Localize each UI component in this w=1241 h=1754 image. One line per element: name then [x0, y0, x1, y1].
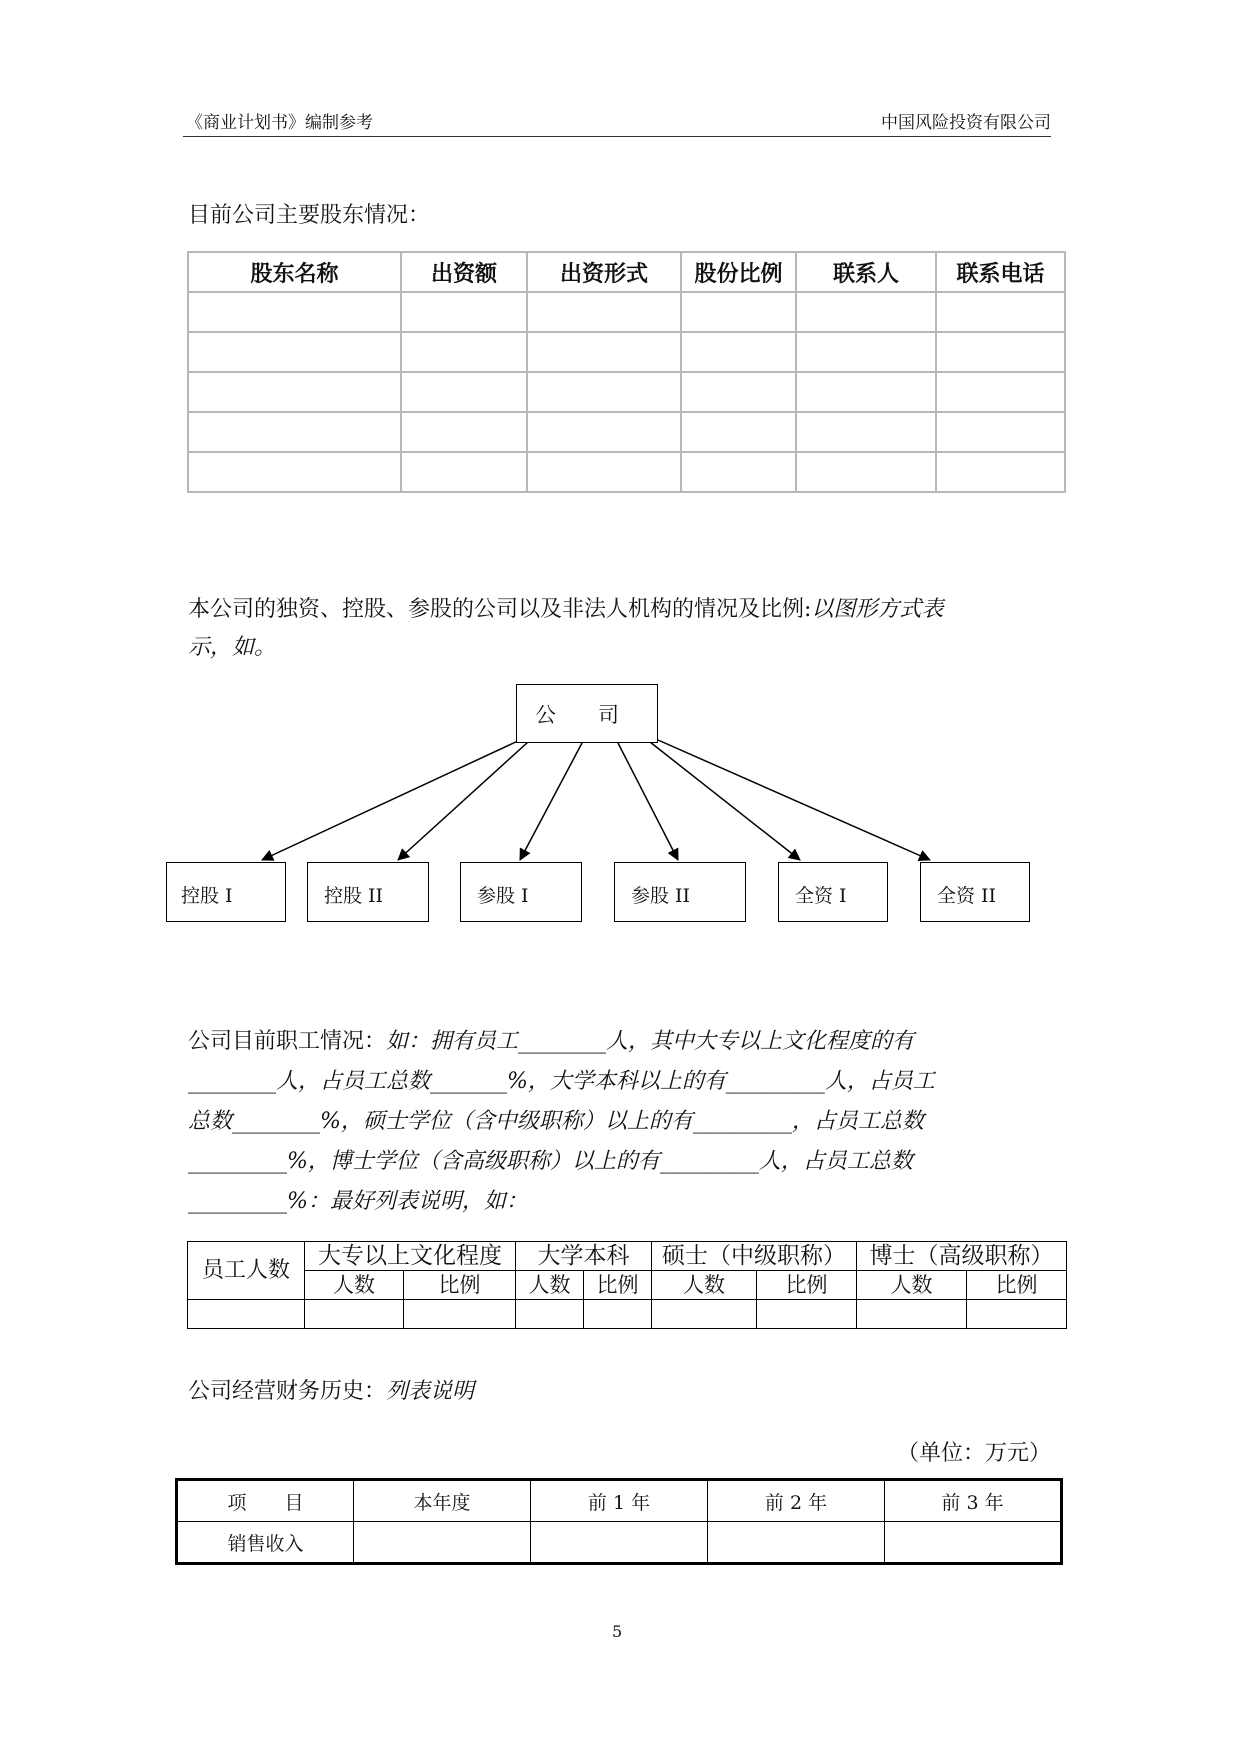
staff-intro-italic: 如：拥有员工________人，其中大专以上文化程度的有: [386, 1029, 915, 1054]
col-header: 出资形式: [527, 252, 681, 292]
col-group-header: 大专以上文化程度: [305, 1242, 516, 1271]
table-header-row: [188, 1242, 1067, 1271]
col-subheader: 比例: [757, 1271, 857, 1300]
org-node-label: 控股 I: [181, 885, 233, 907]
col-subheader: 比例: [584, 1271, 652, 1300]
col-header: 联系人: [796, 252, 936, 292]
header-right: 中国风险投资有限公司: [881, 113, 1051, 133]
org-node-label: 控股 II: [324, 885, 384, 907]
org-root-label: 公 司: [535, 703, 619, 727]
staff-line2: ________人，占员工总数_______%，大学本科以上的有_________人，占员工: [188, 1069, 935, 1094]
org-node-owned-1: [778, 862, 888, 922]
table-cell: [354, 1522, 531, 1564]
arrow-to-holding-1: [262, 740, 520, 860]
col-header: 前 2 年: [708, 1480, 885, 1522]
col-subheader: 人数: [652, 1271, 757, 1300]
staff-line5: _________%：最好列表说明，如：: [188, 1189, 528, 1214]
table-cell: [305, 1300, 404, 1329]
staff-line3: 总数________%，硕士学位（含中级职称）以上的有_________，占员工总数: [188, 1109, 924, 1134]
table-header-row: [177, 1480, 1062, 1522]
org-node-label: 参股 II: [631, 885, 691, 907]
col-group-header: 博士（高级职称）: [857, 1242, 1067, 1271]
staff-line4: _________%，博士学位（含高级职称）以上的有_________人，占员工总数: [188, 1149, 913, 1174]
shareholders-intro: 目前公司主要股东情况：: [188, 203, 431, 228]
finance-intro-italic: 列表说明: [386, 1379, 475, 1404]
table-cell: [531, 1522, 708, 1564]
table-row: [177, 1522, 1062, 1564]
arrow-to-holding-2: [398, 742, 528, 860]
table-cell: [652, 1300, 757, 1329]
col-header: 出资额: [401, 252, 527, 292]
col-header: 项 目: [177, 1480, 354, 1522]
org-root-company: [516, 684, 658, 743]
col-header: 前 3 年: [885, 1480, 1062, 1522]
col-group-header: 硕士（中级职称）: [652, 1242, 857, 1271]
col-subheader: 比例: [967, 1271, 1067, 1300]
arrow-to-stake-1: [520, 743, 582, 860]
col-header: 股份比例: [681, 252, 796, 292]
finance-unit: （单位：万元）: [896, 1441, 1051, 1466]
table-cell: [967, 1300, 1067, 1329]
col-subheader: 人数: [857, 1271, 967, 1300]
org-node-label: 全资 II: [937, 885, 997, 907]
col-subheader: 人数: [516, 1271, 584, 1300]
arrow-to-stake-2: [618, 743, 678, 860]
row-label: 销售收入: [177, 1522, 354, 1564]
org-node-label: 全资 I: [795, 885, 847, 907]
table-cell: [404, 1300, 516, 1329]
table-row: [188, 1300, 1067, 1329]
col-header: 股东名称: [188, 252, 401, 292]
table-cell: [857, 1300, 967, 1329]
finance-table: [175, 1478, 1063, 1565]
finance-intro-text: 公司经营财务历史：: [188, 1379, 387, 1404]
table-cell: [757, 1300, 857, 1329]
structure-intro-line2: 示，如。: [188, 635, 277, 660]
arrow-to-owned-2: [658, 740, 930, 860]
org-node-holding-1: [166, 862, 286, 922]
org-node-owned-2: [920, 862, 1030, 922]
finance-intro: [188, 1372, 474, 1412]
structure-intro-italic: 以图形方式表: [811, 597, 944, 622]
table-cell: [708, 1522, 885, 1564]
col-group-header: 大学本科: [516, 1242, 652, 1271]
staff-intro-text: 公司目前职工情况：: [188, 1029, 387, 1054]
header-left: 《商业计划书》编制参考: [186, 113, 373, 133]
col-subheader: 人数: [305, 1271, 404, 1300]
arrow-to-owned-1: [650, 742, 800, 860]
table-cell: [885, 1522, 1062, 1564]
col-header-total: 员工人数: [188, 1242, 305, 1300]
org-node-holding-2: [307, 862, 429, 922]
table-cell: [188, 1300, 305, 1329]
table-subheader-row: [188, 1271, 1067, 1300]
table-cell: [516, 1300, 584, 1329]
staff-line1: [188, 1022, 914, 1062]
col-header: 联系电话: [936, 252, 1065, 292]
org-node-stake-1: [460, 862, 582, 922]
page-number: 5: [612, 1622, 623, 1641]
col-subheader: 比例: [404, 1271, 516, 1300]
col-header: 前 1 年: [531, 1480, 708, 1522]
org-node-stake-2: [614, 862, 746, 922]
staff-table: [187, 1241, 1067, 1329]
structure-intro-text: 本公司的独资、控股、参股的公司以及非法人机构的情况及比例:: [188, 597, 812, 622]
table-cell: [584, 1300, 652, 1329]
org-node-label: 参股 I: [477, 885, 529, 907]
col-header: 本年度: [354, 1480, 531, 1522]
